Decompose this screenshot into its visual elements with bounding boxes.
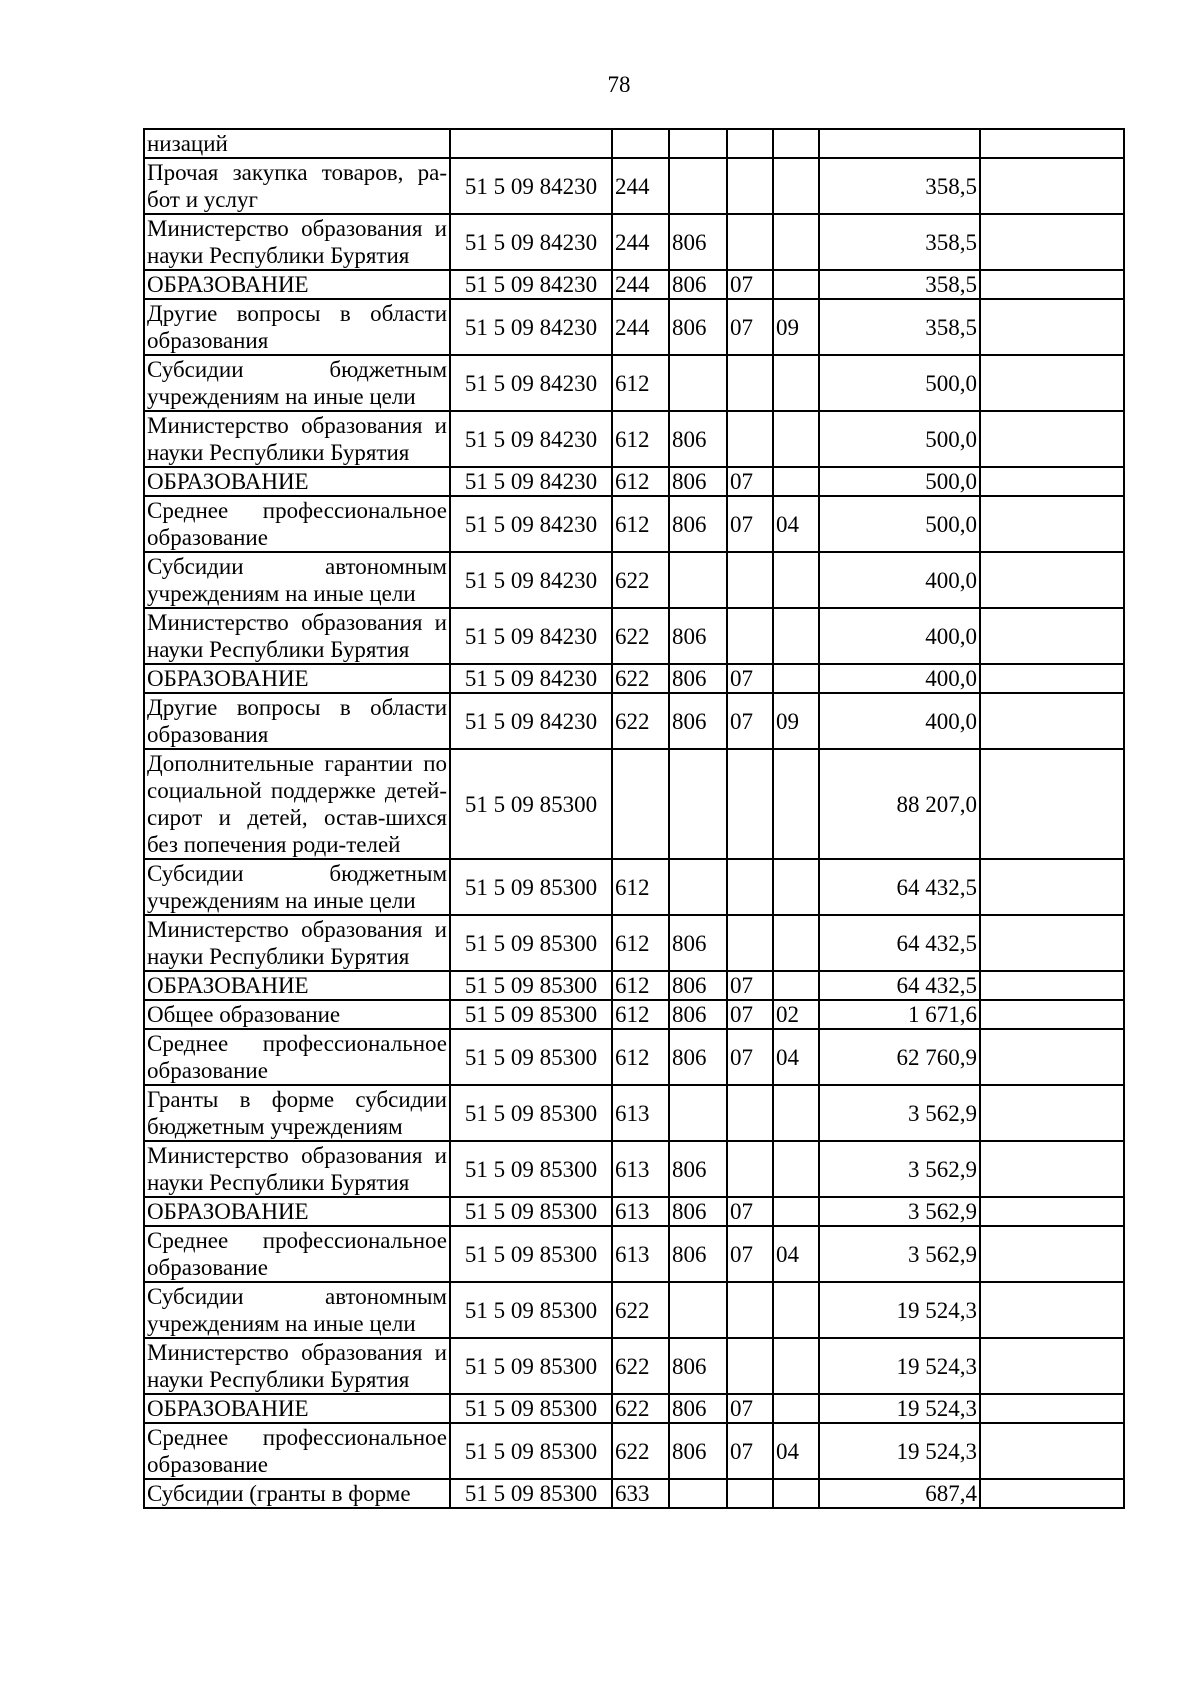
- extra-amount-cell: [980, 496, 1124, 552]
- extra-amount-cell: [980, 467, 1124, 496]
- amount-cell: 400,0: [819, 664, 980, 693]
- amount-cell: 500,0: [819, 496, 980, 552]
- subsection-cell: [773, 214, 819, 270]
- extra-amount-cell: [980, 129, 1124, 158]
- amount-cell: 64 432,5: [819, 971, 980, 1000]
- expense-type-cell: 612: [612, 859, 669, 915]
- target-article-cell: 51 5 09 85300: [450, 1029, 612, 1085]
- ministry-code-cell: 806: [669, 664, 727, 693]
- subsection-cell: [773, 1282, 819, 1338]
- subsection-cell: [773, 411, 819, 467]
- extra-amount-cell: [980, 355, 1124, 411]
- subsection-cell: 04: [773, 496, 819, 552]
- item-name-cell: Другие вопросы в области образования: [144, 693, 450, 749]
- amount-cell: 19 524,3: [819, 1282, 980, 1338]
- extra-amount-cell: [980, 1197, 1124, 1226]
- section-cell: [727, 1085, 773, 1141]
- extra-amount-cell: [980, 1085, 1124, 1141]
- item-name-cell: ОБРАЗОВАНИЕ: [144, 664, 450, 693]
- subsection-cell: [773, 1141, 819, 1197]
- ministry-code-cell: [669, 1282, 727, 1338]
- target-article-cell: 51 5 09 84230: [450, 693, 612, 749]
- table-row: [144, 664, 1124, 693]
- subsection-cell: [773, 664, 819, 693]
- amount-cell: 3 562,9: [819, 1226, 980, 1282]
- expense-type-cell: 612: [612, 915, 669, 971]
- extra-amount-cell: [980, 915, 1124, 971]
- expense-type-cell: 613: [612, 1197, 669, 1226]
- item-name-cell: Министерство образования и науки Республики Бурятия: [144, 915, 450, 971]
- table-row: [144, 355, 1124, 411]
- amount-cell: 500,0: [819, 355, 980, 411]
- item-name-cell: Субсидии бюджетным учреждениям на иные цели: [144, 355, 450, 411]
- subsection-cell: [773, 1394, 819, 1423]
- expense-type-cell: 622: [612, 1338, 669, 1394]
- target-article-cell: 51 5 09 85300: [450, 1479, 612, 1508]
- section-cell: 07: [727, 496, 773, 552]
- target-article-cell: 51 5 09 85300: [450, 1282, 612, 1338]
- subsection-cell: 09: [773, 693, 819, 749]
- section-cell: [727, 1141, 773, 1197]
- target-article-cell: 51 5 09 85300: [450, 749, 612, 859]
- extra-amount-cell: [980, 158, 1124, 214]
- table-row: [144, 496, 1124, 552]
- page-number: 78: [607, 72, 631, 97]
- ministry-code-cell: 806: [669, 1226, 727, 1282]
- target-article-cell: 51 5 09 85300: [450, 1226, 612, 1282]
- item-name-cell: Прочая закупка товаров, ра-бот и услуг: [144, 158, 450, 214]
- ministry-code-cell: 806: [669, 693, 727, 749]
- target-article-cell: 51 5 09 85300: [450, 1394, 612, 1423]
- target-article-cell: [450, 129, 612, 158]
- ministry-code-cell: 806: [669, 1423, 727, 1479]
- section-cell: 07: [727, 270, 773, 299]
- target-article-cell: 51 5 09 84230: [450, 270, 612, 299]
- extra-amount-cell: [980, 1394, 1124, 1423]
- amount-cell: 400,0: [819, 693, 980, 749]
- target-article-cell: 51 5 09 84230: [450, 467, 612, 496]
- amount-cell: [819, 129, 980, 158]
- extra-amount-cell: [980, 270, 1124, 299]
- table-row: [144, 1338, 1124, 1394]
- item-name-cell: Министерство образования и науки Республики Бурятия: [144, 1338, 450, 1394]
- table-row: [144, 749, 1124, 859]
- table-row: [144, 214, 1124, 270]
- extra-amount-cell: [980, 1000, 1124, 1029]
- amount-cell: 3 562,9: [819, 1197, 980, 1226]
- section-cell: [727, 411, 773, 467]
- section-cell: 07: [727, 1423, 773, 1479]
- expense-type-cell: 612: [612, 467, 669, 496]
- expense-type-cell: 622: [612, 1394, 669, 1423]
- subsection-cell: [773, 859, 819, 915]
- ministry-code-cell: [669, 552, 727, 608]
- section-cell: [727, 1282, 773, 1338]
- expense-type-cell: 612: [612, 1000, 669, 1029]
- table-row: [144, 1394, 1124, 1423]
- table-row: [144, 1423, 1124, 1479]
- item-name-cell: Министерство образования и науки Республики Бурятия: [144, 1141, 450, 1197]
- subsection-cell: [773, 915, 819, 971]
- expense-type-cell: [612, 129, 669, 158]
- table-row: [144, 1226, 1124, 1282]
- extra-amount-cell: [980, 608, 1124, 664]
- extra-amount-cell: [980, 1479, 1124, 1508]
- ministry-code-cell: 806: [669, 270, 727, 299]
- expense-type-cell: 612: [612, 411, 669, 467]
- table-row: [144, 1282, 1124, 1338]
- subsection-cell: [773, 467, 819, 496]
- target-article-cell: 51 5 09 84230: [450, 158, 612, 214]
- extra-amount-cell: [980, 1423, 1124, 1479]
- amount-cell: 400,0: [819, 552, 980, 608]
- extra-amount-cell: [980, 552, 1124, 608]
- item-name-cell: Общее образование: [144, 1000, 450, 1029]
- expense-type-cell: 612: [612, 496, 669, 552]
- item-name-cell: Субсидии бюджетным учреждениям на иные цели: [144, 859, 450, 915]
- extra-amount-cell: [980, 1029, 1124, 1085]
- section-cell: [727, 355, 773, 411]
- section-cell: [727, 1338, 773, 1394]
- item-name-cell: Субсидии автономным учреждениям на иные цели: [144, 1282, 450, 1338]
- expense-type-cell: 622: [612, 1282, 669, 1338]
- ministry-code-cell: [669, 158, 727, 214]
- expense-type-cell: 244: [612, 214, 669, 270]
- section-cell: [727, 859, 773, 915]
- ministry-code-cell: [669, 1479, 727, 1508]
- ministry-code-cell: [669, 129, 727, 158]
- expense-type-cell: 244: [612, 158, 669, 214]
- item-name-cell: Министерство образования и науки Республики Бурятия: [144, 411, 450, 467]
- table-row: [144, 859, 1124, 915]
- section-cell: [727, 608, 773, 664]
- table-row: [144, 1085, 1124, 1141]
- target-article-cell: 51 5 09 84230: [450, 496, 612, 552]
- extra-amount-cell: [980, 214, 1124, 270]
- amount-cell: 19 524,3: [819, 1423, 980, 1479]
- subsection-cell: 09: [773, 299, 819, 355]
- expense-type-cell: 622: [612, 693, 669, 749]
- extra-amount-cell: [980, 299, 1124, 355]
- extra-amount-cell: [980, 749, 1124, 859]
- amount-cell: 64 432,5: [819, 915, 980, 971]
- section-cell: [727, 749, 773, 859]
- target-article-cell: 51 5 09 84230: [450, 214, 612, 270]
- table-row: [144, 1000, 1124, 1029]
- amount-cell: 62 760,9: [819, 1029, 980, 1085]
- expense-type-cell: [612, 749, 669, 859]
- table-row: [144, 411, 1124, 467]
- subsection-cell: [773, 1338, 819, 1394]
- amount-cell: 400,0: [819, 608, 980, 664]
- item-name-cell: Субсидии (гранты в форме: [144, 1479, 450, 1508]
- section-cell: [727, 129, 773, 158]
- amount-cell: 358,5: [819, 270, 980, 299]
- target-article-cell: 51 5 09 85300: [450, 1141, 612, 1197]
- expense-type-cell: 244: [612, 299, 669, 355]
- ministry-code-cell: 806: [669, 467, 727, 496]
- target-article-cell: 51 5 09 85300: [450, 1197, 612, 1226]
- subsection-cell: [773, 1085, 819, 1141]
- expense-type-cell: 622: [612, 664, 669, 693]
- target-article-cell: 51 5 09 85300: [450, 915, 612, 971]
- item-name-cell: Среднее профессиональное образование: [144, 1226, 450, 1282]
- table-row: [144, 299, 1124, 355]
- target-article-cell: 51 5 09 84230: [450, 355, 612, 411]
- subsection-cell: [773, 971, 819, 1000]
- expense-type-cell: 612: [612, 1029, 669, 1085]
- subsection-cell: [773, 1479, 819, 1508]
- target-article-cell: 51 5 09 84230: [450, 552, 612, 608]
- table-row: [144, 1479, 1124, 1508]
- section-cell: [727, 158, 773, 214]
- ministry-code-cell: 806: [669, 915, 727, 971]
- ministry-code-cell: 806: [669, 496, 727, 552]
- subsection-cell: [773, 270, 819, 299]
- subsection-cell: [773, 552, 819, 608]
- ministry-code-cell: 806: [669, 971, 727, 1000]
- item-name-cell: ОБРАЗОВАНИЕ: [144, 1197, 450, 1226]
- item-name-cell: низаций: [144, 129, 450, 158]
- amount-cell: 88 207,0: [819, 749, 980, 859]
- extra-amount-cell: [980, 411, 1124, 467]
- amount-cell: 500,0: [819, 411, 980, 467]
- section-cell: 07: [727, 1029, 773, 1085]
- extra-amount-cell: [980, 971, 1124, 1000]
- item-name-cell: ОБРАЗОВАНИЕ: [144, 467, 450, 496]
- target-article-cell: 51 5 09 85300: [450, 1000, 612, 1029]
- extra-amount-cell: [980, 693, 1124, 749]
- section-cell: [727, 214, 773, 270]
- expense-type-cell: 622: [612, 608, 669, 664]
- item-name-cell: Среднее профессиональное образование: [144, 1423, 450, 1479]
- table-row: [144, 608, 1124, 664]
- section-cell: 07: [727, 1394, 773, 1423]
- table-row: [144, 1141, 1124, 1197]
- table-row: [144, 1197, 1124, 1226]
- target-article-cell: 51 5 09 84230: [450, 299, 612, 355]
- amount-cell: 64 432,5: [819, 859, 980, 915]
- ministry-code-cell: 806: [669, 1197, 727, 1226]
- amount-cell: 3 562,9: [819, 1141, 980, 1197]
- section-cell: [727, 915, 773, 971]
- subsection-cell: [773, 749, 819, 859]
- section-cell: 07: [727, 971, 773, 1000]
- amount-cell: 500,0: [819, 467, 980, 496]
- table-row: [144, 971, 1124, 1000]
- amount-cell: 1 671,6: [819, 1000, 980, 1029]
- ministry-code-cell: 806: [669, 1338, 727, 1394]
- section-cell: 07: [727, 1197, 773, 1226]
- item-name-cell: Другие вопросы в области образования: [144, 299, 450, 355]
- subsection-cell: [773, 158, 819, 214]
- subsection-cell: [773, 355, 819, 411]
- target-article-cell: 51 5 09 85300: [450, 971, 612, 1000]
- item-name-cell: Среднее профессиональное образование: [144, 496, 450, 552]
- table-row: [144, 467, 1124, 496]
- target-article-cell: 51 5 09 85300: [450, 859, 612, 915]
- table-row: [144, 915, 1124, 971]
- amount-cell: 19 524,3: [819, 1338, 980, 1394]
- amount-cell: 687,4: [819, 1479, 980, 1508]
- ministry-code-cell: [669, 1085, 727, 1141]
- subsection-cell: [773, 1197, 819, 1226]
- item-name-cell: Субсидии автономным учреждениям на иные цели: [144, 552, 450, 608]
- ministry-code-cell: 806: [669, 1000, 727, 1029]
- extra-amount-cell: [980, 1226, 1124, 1282]
- amount-cell: 358,5: [819, 299, 980, 355]
- amount-cell: 19 524,3: [819, 1394, 980, 1423]
- expense-type-cell: 613: [612, 1085, 669, 1141]
- ministry-code-cell: [669, 749, 727, 859]
- section-cell: [727, 1479, 773, 1508]
- expense-type-cell: 633: [612, 1479, 669, 1508]
- expense-type-cell: 613: [612, 1226, 669, 1282]
- item-name-cell: Министерство образования и науки Республики Бурятия: [144, 608, 450, 664]
- amount-cell: 358,5: [819, 214, 980, 270]
- section-cell: 07: [727, 1226, 773, 1282]
- ministry-code-cell: [669, 859, 727, 915]
- target-article-cell: 51 5 09 85300: [450, 1085, 612, 1141]
- ministry-code-cell: 806: [669, 608, 727, 664]
- subsection-cell: 04: [773, 1423, 819, 1479]
- extra-amount-cell: [980, 859, 1124, 915]
- extra-amount-cell: [980, 664, 1124, 693]
- item-name-cell: ОБРАЗОВАНИЕ: [144, 270, 450, 299]
- subsection-cell: 02: [773, 1000, 819, 1029]
- item-name-cell: Гранты в форме субсидии бюджетным учреждениям: [144, 1085, 450, 1141]
- ministry-code-cell: 806: [669, 1141, 727, 1197]
- extra-amount-cell: [980, 1141, 1124, 1197]
- expense-type-cell: 622: [612, 1423, 669, 1479]
- item-name-cell: ОБРАЗОВАНИЕ: [144, 971, 450, 1000]
- budget-table: [143, 128, 1125, 1509]
- target-article-cell: 51 5 09 84230: [450, 411, 612, 467]
- target-article-cell: 51 5 09 85300: [450, 1338, 612, 1394]
- expense-type-cell: 612: [612, 355, 669, 411]
- section-cell: 07: [727, 467, 773, 496]
- item-name-cell: ОБРАЗОВАНИЕ: [144, 1394, 450, 1423]
- extra-amount-cell: [980, 1282, 1124, 1338]
- item-name-cell: Дополнительные гарантии по социальной поддержке детей-сирот и детей, остав-шихся без попечения роди-телей: [144, 749, 450, 859]
- item-name-cell: Среднее профессиональное образование: [144, 1029, 450, 1085]
- ministry-code-cell: 806: [669, 299, 727, 355]
- expense-type-cell: 244: [612, 270, 669, 299]
- section-cell: [727, 552, 773, 608]
- table-row: [144, 158, 1124, 214]
- expense-type-cell: 613: [612, 1141, 669, 1197]
- subsection-cell: [773, 608, 819, 664]
- section-cell: 07: [727, 299, 773, 355]
- table-body: [144, 129, 1124, 1508]
- subsection-cell: [773, 129, 819, 158]
- target-article-cell: 51 5 09 84230: [450, 664, 612, 693]
- table-row: [144, 693, 1124, 749]
- amount-cell: 358,5: [819, 158, 980, 214]
- ministry-code-cell: 806: [669, 1394, 727, 1423]
- section-cell: 07: [727, 664, 773, 693]
- expense-type-cell: 622: [612, 552, 669, 608]
- ministry-code-cell: 806: [669, 1029, 727, 1085]
- ministry-code-cell: [669, 355, 727, 411]
- target-article-cell: 51 5 09 85300: [450, 1423, 612, 1479]
- subsection-cell: 04: [773, 1029, 819, 1085]
- table-row: [144, 129, 1124, 158]
- table-row: [144, 1029, 1124, 1085]
- ministry-code-cell: 806: [669, 214, 727, 270]
- amount-cell: 3 562,9: [819, 1085, 980, 1141]
- target-article-cell: 51 5 09 84230: [450, 608, 612, 664]
- extra-amount-cell: [980, 1338, 1124, 1394]
- item-name-cell: Министерство образования и науки Республики Бурятия: [144, 214, 450, 270]
- subsection-cell: 04: [773, 1226, 819, 1282]
- table-row: [144, 552, 1124, 608]
- table-row: [144, 270, 1124, 299]
- expense-type-cell: 612: [612, 971, 669, 1000]
- section-cell: 07: [727, 693, 773, 749]
- ministry-code-cell: 806: [669, 411, 727, 467]
- section-cell: 07: [727, 1000, 773, 1029]
